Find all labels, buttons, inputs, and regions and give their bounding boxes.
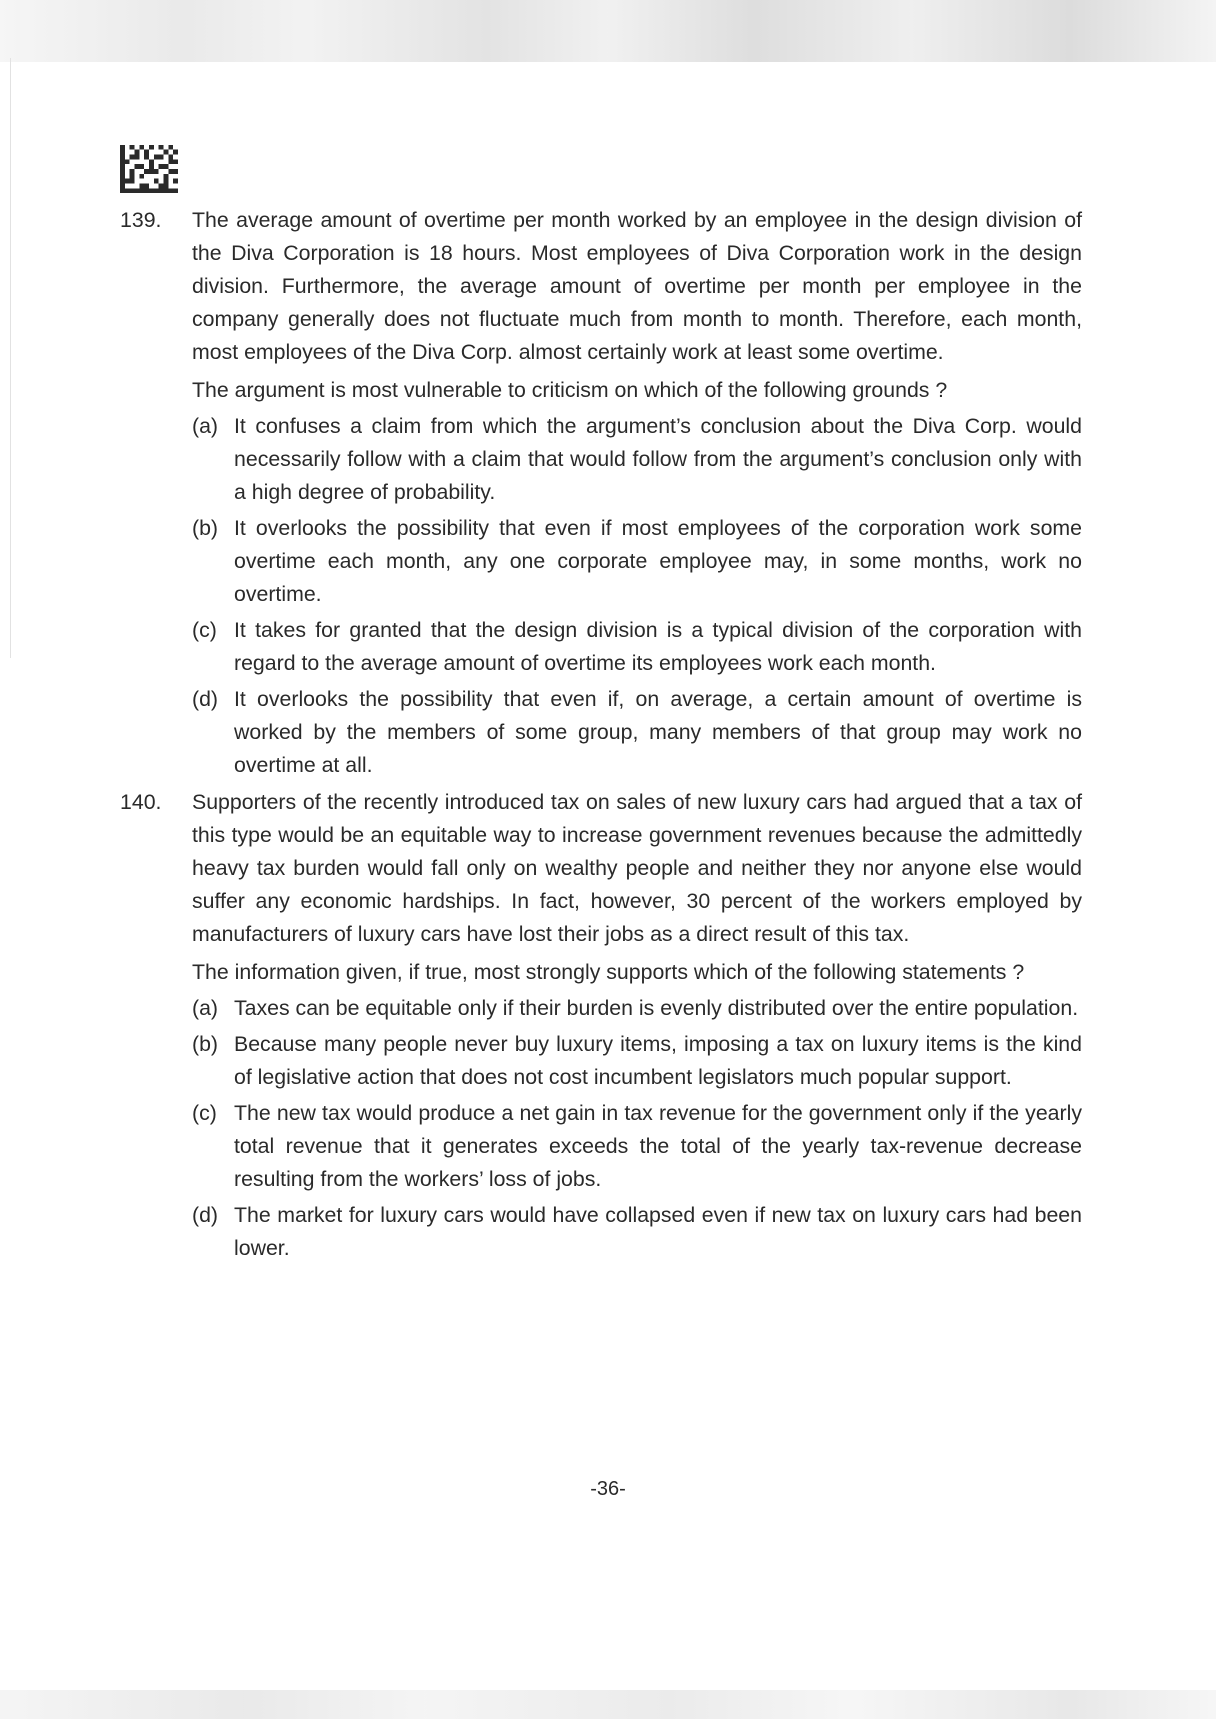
option-text: It confuses a claim from which the argument’s conclusion about the Diva Corp. would necessarily follow with a claim that would follow from the argument’s conclusion only with a high degree of probability. [234,414,1082,504]
option-text: Because many people never buy luxury items, imposing a tax on luxury items is the kind of legislative action that does not cost incumbent legislators much popular support. [234,1032,1082,1089]
option-label: (d) [192,687,219,711]
option-label: (d) [192,1203,219,1227]
option-label: (a) [192,996,219,1020]
option-label: (c) [192,1101,217,1125]
option-text: The market for luxury cars would have collapsed even if new tax on luxury cars had been lower. [234,1203,1082,1260]
answer-option [192,683,1082,782]
question-body [192,786,1082,1265]
option-label: (b) [192,516,219,540]
question-number: 139. [120,208,162,232]
option-text: The new tax would produce a net gain in tax revenue for the government only if the yearly total revenue that it generates exceeds the total of the yearly tax-revenue decrease resulting from the workers’ loss of jobs. [234,1101,1082,1191]
answer-option [192,614,1082,680]
option-text: It takes for granted that the design division is a typical division of the corporation with regard to the average amount of overtime its employees work each month. [234,618,1082,675]
answer-option [192,1028,1082,1094]
page-number: -36- [590,1478,626,1500]
question-139 [120,204,1082,782]
answer-option [192,1097,1082,1196]
question-passage: Supporters of the recently introduced tax on sales of new luxury cars had argued that a tax of this type would be an equitable way to increase government revenues because the admittedly heavy tax burden would fall only on wealthy people and neither they nor anyone else would suffer any economic hardships. In fact, however, 30 percent of the workers employed by manufacturers of luxury cars have lost their jobs as a direct result of this tax. [192,790,1082,946]
answer-option [192,512,1082,611]
option-text: It overlooks the possibility that even if, on average, a certain amount of overtime is worked by the members of some group, many members of that group may work no overtime at all. [234,687,1082,777]
question-stem: The information given, if true, most strongly supports which of the following statements ? [192,960,1025,984]
answer-option [192,992,1082,1025]
question-stem: The argument is most vulnerable to criticism on which of the following grounds ? [192,378,948,402]
question-140 [120,786,1082,1265]
question-body [192,204,1082,782]
option-text: Taxes can be equitable only if their burden is evenly distributed over the entire population. [234,996,1079,1020]
scan-edge-line [10,58,11,658]
scan-shadow-top [0,0,1216,62]
option-label: (a) [192,414,219,438]
answer-option [192,1199,1082,1265]
answer-option [192,410,1082,509]
question-passage: The average amount of overtime per month worked by an employee in the design division of the Diva Corporation is 18 hours. Most employees of Diva Corporation work in the design division. Furthermore, the average amount of overtime per month per employee in the company generally does not fluctuate much from month to month. Therefore, each month, most employees of the Diva Corp. almost certainly work at least some overtime. [192,208,1082,364]
option-text: It overlooks the possibility that even if most employees of the corporation work some overtime each month, any one corporate employee may, in some months, work no overtime. [234,516,1082,606]
question-content [120,204,1082,1265]
scan-shadow-bottom [0,1690,1216,1719]
datamatrix-code-icon [120,144,178,194]
question-number: 140. [120,790,162,814]
option-label: (b) [192,1032,219,1056]
option-label: (c) [192,618,217,642]
